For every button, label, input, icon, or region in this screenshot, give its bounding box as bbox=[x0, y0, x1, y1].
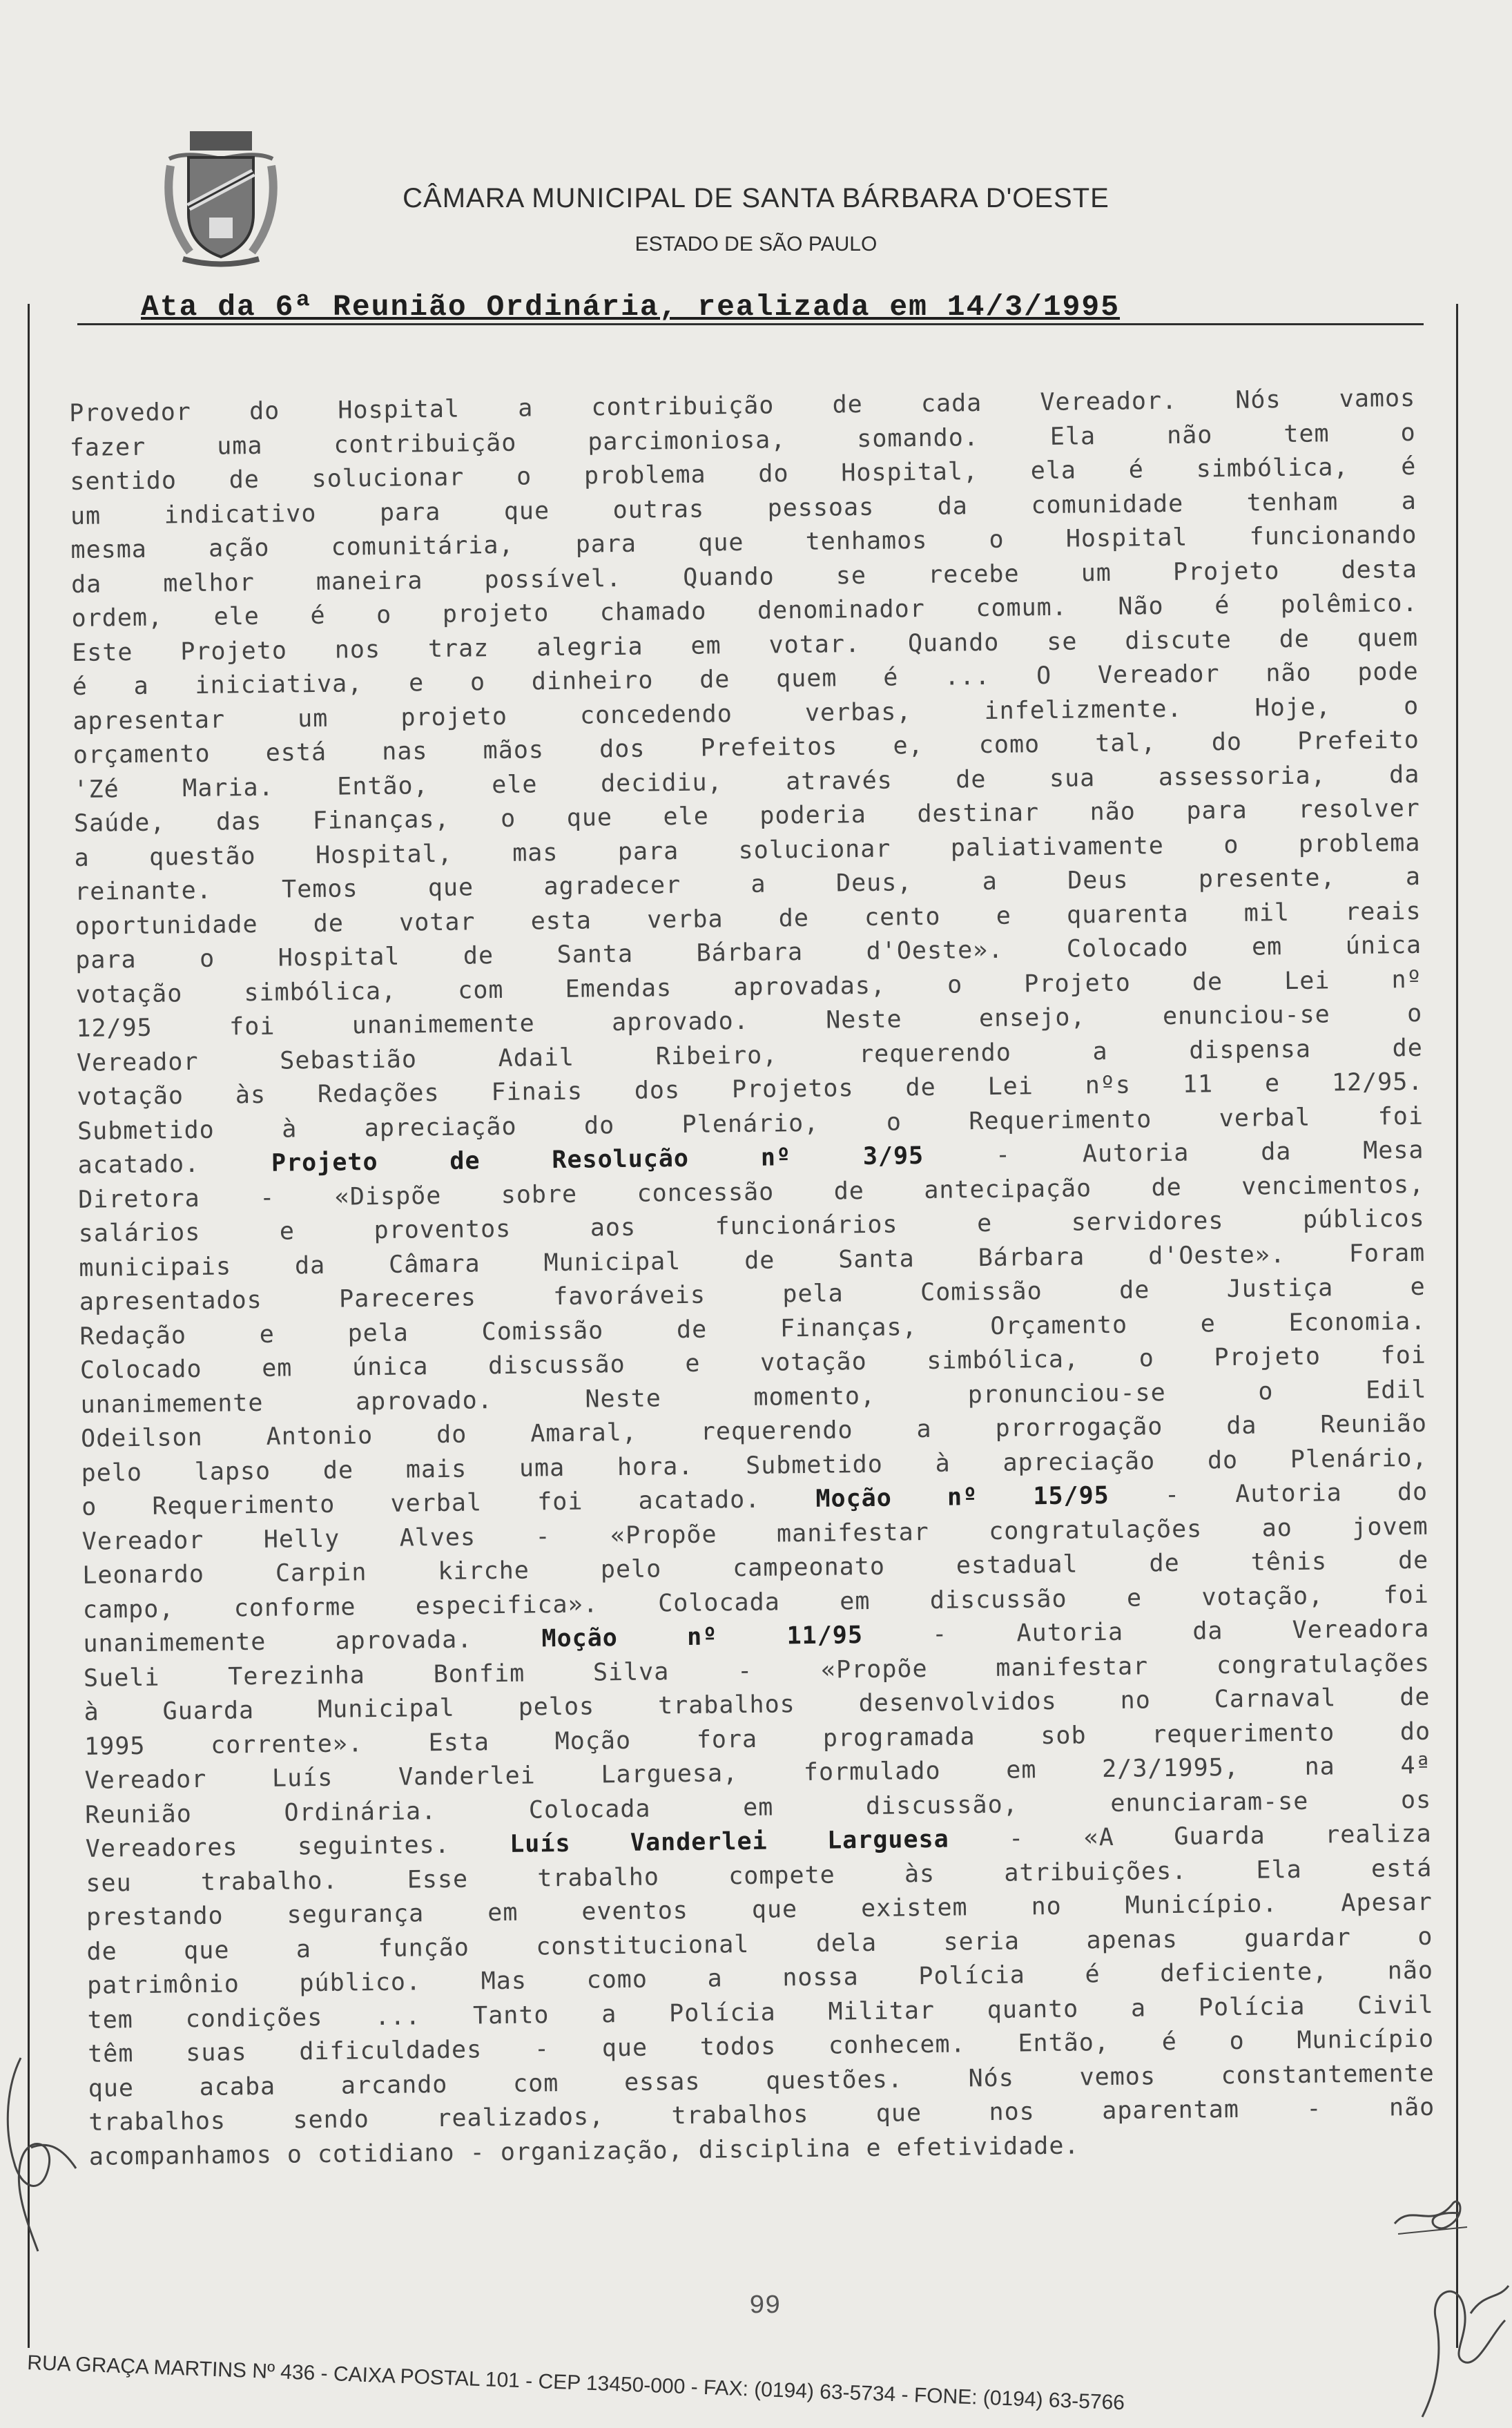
text-segment: Provedor do Hospital a contribuição de cada Vereador. Nós vamos bbox=[69, 384, 1416, 427]
text-segment: reinante. Temos que agradecer a Deus, a Deus presente, a bbox=[74, 863, 1422, 906]
bold-item-title: Moção nº 15/95 bbox=[815, 1482, 1109, 1513]
text-segment: Redação e pela Comissão de Finanças, Orçamento e Economia. bbox=[79, 1307, 1426, 1351]
text-segment: campo, conforme especifica». Colocada em discussão e votação, foi bbox=[82, 1581, 1430, 1624]
text-segment: Reunião Ordinária. Colocada em discussão, enunciaram-se os bbox=[85, 1786, 1432, 1829]
text-segment: apresentar um projeto concedendo verbas, infelizmente. Hoje, o bbox=[72, 692, 1419, 735]
initials-mark bbox=[1391, 2189, 1474, 2244]
minutes-body bbox=[69, 382, 1435, 2175]
text-segment: tem condições ... Tanto a Polícia Militar quanto a Polícia Civil bbox=[87, 1991, 1434, 2034]
text-segment: - Autoria do bbox=[1109, 1478, 1428, 1510]
text-segment: Submetido à apreciação do Plenário, o Requerimento verbal foi bbox=[77, 1102, 1424, 1146]
text-segment: oportunidade de votar esta verba de cento e quarenta mil reais bbox=[75, 897, 1422, 941]
bold-item-title: Luís Vanderlei Larguesa bbox=[510, 1825, 949, 1858]
text-segment: Vereador Helly Alves - «Propõe manifestar congratulações ao jovem bbox=[81, 1512, 1428, 1556]
text-segment: Este Projeto nos traz alegria em votar. Quando se discute de quem bbox=[71, 624, 1419, 667]
text-segment: fazer uma contribuição parcimoniosa, somando. Ela não tem o bbox=[69, 418, 1416, 462]
text-segment: Odeilson Antonio do Amaral, requerendo a prorrogação da Reunião bbox=[80, 1409, 1428, 1453]
text-segment: unanimemente aprovada. bbox=[83, 1625, 542, 1658]
handwritten-signature bbox=[0, 2044, 97, 2265]
bold-item-title: Moção nº 11/95 bbox=[541, 1621, 864, 1653]
text-segment: é a iniciativa, e o dinheiro de quem é ... O Vereador não pode bbox=[72, 657, 1419, 701]
text-segment: seu trabalho. Esse trabalho compete às atribuições. Ela está bbox=[86, 1854, 1433, 1898]
text-segment: municipais da Câmara Municipal de Santa Bárbara d'Oeste». Foram bbox=[79, 1239, 1426, 1282]
text-segment: - Autoria da Vereadora bbox=[862, 1615, 1430, 1650]
text-segment: Sueli Terezinha Bonfim Silva - «Propõe manifestar congratulações bbox=[83, 1649, 1431, 1693]
text-segment: Saúde, das Finanças, o que ele poderia destinar não para resolver bbox=[73, 794, 1421, 838]
text-segment: sentido de solucionar o problema do Hospital, ela é simbólica, é bbox=[70, 452, 1417, 496]
text-segment: - Autoria da Mesa bbox=[923, 1136, 1424, 1170]
text-segment: para o Hospital de Santa Bárbara d'Oeste». Colocado em única bbox=[75, 931, 1422, 974]
text-segment: Colocado em única discussão e votação simbólica, o Projeto foi bbox=[79, 1341, 1427, 1385]
text-segment: têm suas dificuldades - que todos conhecem. Então, é o Município bbox=[87, 2025, 1435, 2068]
text-segment: da melhor maneira possível. Quando se recebe um Projeto desta bbox=[70, 555, 1418, 599]
text-segment: ordem, ele é o projeto chamado denominador comum. Não é polêmico. bbox=[71, 589, 1418, 633]
text-segment: prestando segurança em eventos que existem no Município. Apesar bbox=[86, 1888, 1433, 1931]
chamber-name: CÂMARA MUNICIPAL DE SANTA BÁRBARA D'OESTE bbox=[403, 183, 1109, 213]
margin-signature bbox=[1395, 2251, 1512, 2424]
text-segment: 12/95 foi unanimemente aprovado. Neste ensejo, enunciou-se o bbox=[76, 999, 1423, 1043]
text-segment: de que a função constitucional dela seria apenas guardar o bbox=[86, 1923, 1433, 1966]
text-segment: o Requerimento verbal foi acatado. bbox=[81, 1485, 816, 1521]
address-footer: RUA GRAÇA MARTINS Nº 436 - CAIXA POSTAL 101 - CEP 13450-000 - FAX: (0194) 63-5734 - FONE: (0194) 63-5766 bbox=[26, 2351, 1125, 2415]
text-segment: acatado. bbox=[77, 1149, 272, 1179]
text-segment: trabalhos sendo realizados, trabalhos que nos aparentam - não bbox=[88, 2093, 1435, 2137]
text-segment: pelo lapso de mais uma hora. Submetido à apreciação do Plenário, bbox=[81, 1444, 1428, 1487]
text-segment: unanimemente aprovado. Neste momento, pronunciou-se o Edil bbox=[80, 1376, 1427, 1419]
text-segment: Leonardo Carpin kirche pelo campeonato estadual de tênis de bbox=[82, 1546, 1429, 1590]
text-segment: a questão Hospital, mas para solucionar paliativamente o problema bbox=[74, 829, 1421, 872]
text-segment: 1995 corrente». Esta Moção fora programada sob requerimento do bbox=[84, 1717, 1431, 1761]
minutes-heading: Ata da 6ª Reunião Ordinária, realizada em 14/3/1995 bbox=[141, 290, 1121, 324]
text-segment: à Guarda Municipal pelos trabalhos desenvolvidos no Carnaval de bbox=[84, 1683, 1431, 1726]
text-segment: salários e proventos aos funcionários e servidores públicos bbox=[78, 1204, 1425, 1248]
text-segment: apresentados Pareceres favoráveis pela Comissão de Justiça e bbox=[79, 1273, 1426, 1316]
bold-item-title: Projeto de Resolução nº 3/95 bbox=[271, 1142, 924, 1177]
state-name: ESTADO DE SÃO PAULO bbox=[634, 233, 878, 256]
page-number: 99 bbox=[749, 2291, 781, 2321]
text-segment: que acaba arcando com essas questões. Nós vemos constantemente bbox=[88, 2059, 1435, 2103]
text-segment: mesma ação comunitária, para que tenhamos o Hospital funcionando bbox=[70, 521, 1417, 564]
text-segment: 'Zé Maria. Então, ele decidiu, através de sua assessoria, da bbox=[73, 760, 1420, 804]
text-segment: Diretora - «Dispõe sobre concessão de antecipação de vencimentos, bbox=[77, 1170, 1425, 1214]
text-segment: - «A Guarda realiza bbox=[949, 1820, 1432, 1853]
text-segment: um indicativo para que outras pessoas da comunidade tenham a bbox=[70, 487, 1417, 530]
text-segment: votação simbólica, com Emendas aprovadas, o Projeto de Lei nº bbox=[75, 965, 1422, 1009]
text-segment: Vereadores seguintes. bbox=[85, 1830, 510, 1863]
text-segment: votação às Redações Finais dos Projetos de Lei nºs 11 e 12/95. bbox=[77, 1068, 1424, 1111]
text-segment: patrimônio público. Mas como a nossa Polícia é deficiente, não bbox=[86, 1956, 1434, 2000]
text-segment: Vereador Luís Vanderlei Larguesa, formulado em 2/3/1995, na 4ª bbox=[84, 1751, 1431, 1795]
text-segment: orçamento está nas mãos dos Prefeitos e, como tal, do Prefeito bbox=[72, 726, 1419, 769]
text-segment: Vereador Sebastião Adail Ribeiro, requerendo a dispensa de bbox=[76, 1034, 1424, 1077]
text-segment: acompanhamos o cotidiano - organização, disciplina e efetividade. bbox=[88, 2132, 1080, 2171]
